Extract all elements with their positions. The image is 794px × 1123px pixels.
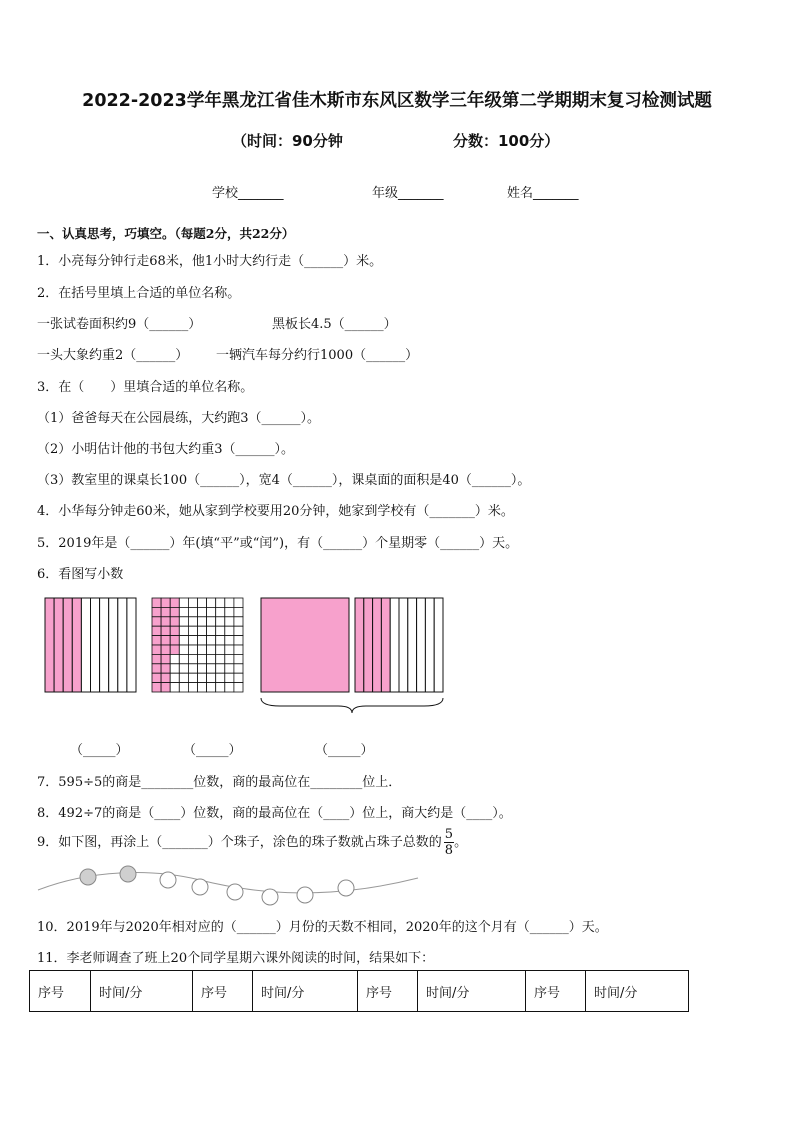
hundredth-cell: [152, 607, 161, 616]
hundredth-cell: [198, 664, 207, 673]
hundredth-cell: [170, 598, 179, 607]
section-heading: 一、认真思考，巧填空。（每题2分，共22分）: [37, 226, 295, 241]
hundredth-cell: [179, 654, 188, 663]
hundredth-cell: [207, 607, 216, 616]
bead: [338, 880, 354, 896]
hundredth-cell: [188, 664, 197, 673]
tenth-column: [381, 598, 390, 692]
tenth-column: [417, 598, 426, 692]
hundredth-cell: [161, 626, 170, 635]
hundredth-cell: [152, 664, 161, 673]
hundredth-cell: [207, 654, 216, 663]
hundredth-cell: [207, 636, 216, 645]
reading-time-table: [29, 970, 689, 1012]
tenth-column: [72, 598, 81, 692]
hundredth-cell: [170, 636, 179, 645]
hundredth-cell: [216, 673, 225, 682]
question-5: 5．2019年是（______）年(填“平”或“闰”)，有（______）个星期零（______）天。: [37, 536, 519, 551]
hundredth-cell: [179, 626, 188, 635]
hundredth-cell: [216, 654, 225, 663]
hundredth-cell: [179, 673, 188, 682]
question-10: 10．2019年与2020年相对应的（______）月份的天数不相同，2020年的这个月有（______）天。: [37, 920, 608, 935]
hundredth-cell: [198, 617, 207, 626]
hundredth-cell: [234, 683, 243, 692]
tenth-column: [127, 598, 136, 692]
hundredth-cell: [198, 683, 207, 692]
hundredth-cell: [152, 626, 161, 635]
question-8: 8．492÷7的商是（____）位数，商的最高位在（____）位上，商大约是（____）。: [37, 806, 512, 821]
hundredth-cell: [152, 617, 161, 626]
hundredth-cell: [225, 673, 234, 682]
hundredth-cell: [207, 673, 216, 682]
hundredth-cell: [161, 654, 170, 663]
figure-hundredths: [152, 598, 243, 692]
tenth-column: [399, 598, 408, 692]
hundredth-cell: [216, 626, 225, 635]
tenth-column: [425, 598, 434, 692]
hundredth-cell: [225, 645, 234, 654]
decimal-figures: [0, 590, 794, 720]
table-header-cell: 序号: [526, 971, 586, 1012]
hundredth-cell: [152, 636, 161, 645]
tenth-column: [408, 598, 417, 692]
hundredth-cell: [179, 683, 188, 692]
hundredth-cell: [161, 617, 170, 626]
tenth-column: [355, 598, 364, 692]
question-2c: 一头大象约重2（______）: [37, 348, 189, 363]
bead: [160, 872, 176, 888]
question-7: 7．595÷5的商是________位数，商的最高位在________位上．: [37, 775, 402, 790]
hundredth-cell: [179, 664, 188, 673]
hundredth-cell: [170, 664, 179, 673]
time-limit: （时间：90分钟: [232, 132, 343, 150]
fraction: [444, 828, 454, 857]
hundredth-cell: [170, 683, 179, 692]
hundredth-cell: [198, 598, 207, 607]
hundredth-cell: [234, 598, 243, 607]
hundredth-cell: [198, 654, 207, 663]
school-field[interactable]: 学校_______: [212, 186, 284, 201]
hundredth-cell: [225, 626, 234, 635]
hundredth-cell: [161, 664, 170, 673]
tenth-column: [100, 598, 109, 692]
hundredth-cell: [198, 673, 207, 682]
hundredth-cell: [188, 683, 197, 692]
bead: [262, 889, 278, 905]
hundredth-cell: [207, 645, 216, 654]
tenth-column: [373, 598, 382, 692]
hundredth-cell: [216, 664, 225, 673]
hundredth-cell: [216, 645, 225, 654]
hundredth-cell: [207, 683, 216, 692]
brace: [261, 698, 443, 713]
hundredth-cell: [207, 598, 216, 607]
hundredth-cell: [234, 664, 243, 673]
hundredth-cell: [216, 683, 225, 692]
hundredth-cell: [234, 654, 243, 663]
answer-blank-2[interactable]: （_____）: [183, 743, 242, 758]
total-score: 分数：100分）: [453, 132, 560, 150]
hundredth-cell: [225, 607, 234, 616]
hundredth-cell: [170, 645, 179, 654]
hundredth-cell: [234, 673, 243, 682]
question-3-2: （2）小明估计他的书包大约重3（______）。: [37, 442, 295, 457]
name-field[interactable]: 姓名_______: [507, 186, 579, 201]
beads: [80, 866, 354, 905]
hundredth-cell: [179, 636, 188, 645]
answer-blank-1[interactable]: （_____）: [70, 743, 129, 758]
hundredth-cell: [170, 673, 179, 682]
hundredth-cell: [198, 645, 207, 654]
question-2d: 一辆汽车每分约行1000（______）: [216, 348, 419, 363]
hundredth-cell: [152, 673, 161, 682]
hundredth-cell: [161, 636, 170, 645]
table-row: [30, 971, 689, 1012]
question-1: 1．小亮每分钟行走68米，他1小时大约行走（______）米。: [37, 254, 383, 269]
hundredth-cell: [179, 598, 188, 607]
whole-square: [261, 598, 349, 692]
bead: [227, 884, 243, 900]
answer-blank-3[interactable]: （_____）: [315, 743, 374, 758]
table-header-cell: 时间/分: [418, 971, 526, 1012]
table-header-cell: 时间/分: [253, 971, 358, 1012]
figure-mixed: [261, 598, 443, 713]
tenth-column: [54, 598, 63, 692]
hundredth-cell: [188, 654, 197, 663]
tenth-column: [81, 598, 90, 692]
hundredth-cell: [152, 654, 161, 663]
hundredth-cell: [216, 617, 225, 626]
hundredth-cell: [188, 607, 197, 616]
hundredth-cell: [198, 626, 207, 635]
hundredth-cell: [225, 598, 234, 607]
hundredth-cell: [207, 626, 216, 635]
hundredth-cell: [225, 636, 234, 645]
page-title: 2022-2023学年黑龙江省佳木斯市东风区数学三年级第二学期期末复习检测试题: [82, 91, 712, 111]
table-header-cell: 时间/分: [91, 971, 193, 1012]
table-header-cell: 序号: [358, 971, 418, 1012]
hundredth-cell: [188, 598, 197, 607]
question-9-text: 9．如下图，再涂上（_______）个珠子，涂色的珠子数就占珠子总数的: [37, 835, 442, 850]
hundredth-cell: [170, 626, 179, 635]
hundredth-cell: [152, 683, 161, 692]
hundredth-cell: [152, 598, 161, 607]
hundredth-cell: [161, 598, 170, 607]
hundredth-cell: [234, 636, 243, 645]
bead-string: [0, 860, 794, 910]
question-2a: 一张试卷面积约9（______）: [37, 317, 202, 332]
hundredth-cell: [216, 607, 225, 616]
hundredth-cell: [161, 673, 170, 682]
hundredth-cell: [188, 673, 197, 682]
grade-field[interactable]: 年级_______: [372, 186, 444, 201]
question-3-1: （1）爸爸每天在公园晨练，大约跑3（______）。: [37, 411, 321, 426]
tenth-column: [364, 598, 373, 692]
table-header-cell: 序号: [193, 971, 253, 1012]
bead: [120, 866, 136, 882]
tenth-column: [91, 598, 100, 692]
table-header-cell: 序号: [30, 971, 91, 1012]
hundredth-cell: [234, 645, 243, 654]
tenth-column: [434, 598, 443, 692]
bead: [297, 887, 313, 903]
hundredth-cell: [225, 664, 234, 673]
question-2: 2．在括号里填上合适的单位名称。: [37, 286, 241, 301]
hundredth-cell: [207, 664, 216, 673]
hundredth-cell: [161, 607, 170, 616]
hundredth-cell: [234, 607, 243, 616]
question-9: [37, 828, 467, 857]
bead: [192, 879, 208, 895]
hundredth-cell: [198, 636, 207, 645]
hundredth-cell: [170, 617, 179, 626]
hundredth-cell: [188, 645, 197, 654]
hundredth-cell: [188, 626, 197, 635]
bead: [80, 869, 96, 885]
question-6: 6．看图写小数: [37, 567, 124, 582]
hundredth-cell: [216, 598, 225, 607]
hundredth-cell: [225, 617, 234, 626]
tenth-column: [118, 598, 127, 692]
question-9-end: 。: [454, 835, 468, 850]
fraction-numerator: 5: [444, 827, 454, 842]
question-2b: 黑板长4.5（______）: [272, 317, 397, 332]
hundredth-cell: [216, 636, 225, 645]
question-3-3: （3）教室里的课桌长100（______），宽4（______），课桌面的面积是40（______）。: [37, 473, 531, 488]
question-3: 3．在（ ）里填合适的单位名称。: [37, 380, 254, 395]
hundredth-cell: [234, 617, 243, 626]
tenth-column: [109, 598, 118, 692]
hundredth-cell: [161, 645, 170, 654]
hundredth-cell: [207, 617, 216, 626]
hundredth-cell: [170, 654, 179, 663]
hundredth-cell: [188, 617, 197, 626]
hundredth-cell: [198, 607, 207, 616]
hundredth-cell: [179, 645, 188, 654]
table-header-cell: 时间/分: [586, 971, 689, 1012]
tenth-column: [390, 598, 399, 692]
figure-tenths: [45, 598, 136, 692]
hundredth-cell: [234, 626, 243, 635]
hundredth-cell: [188, 636, 197, 645]
question-11: 11．李老师调查了班上20个同学星期六课外阅读的时间，结果如下：: [37, 951, 435, 966]
fraction-denominator: 8: [444, 843, 454, 858]
hundredth-cell: [170, 607, 179, 616]
question-4: 4．小华每分钟走60米，她从家到学校要用20分钟，她家到学校有（_______）米。: [37, 504, 514, 519]
hundredth-cell: [152, 645, 161, 654]
tenth-column: [45, 598, 54, 692]
hundredth-cell: [161, 683, 170, 692]
tenth-column: [63, 598, 72, 692]
hundredth-cell: [179, 617, 188, 626]
hundredth-cell: [225, 683, 234, 692]
hundredth-cell: [225, 654, 234, 663]
hundredth-cell: [179, 607, 188, 616]
